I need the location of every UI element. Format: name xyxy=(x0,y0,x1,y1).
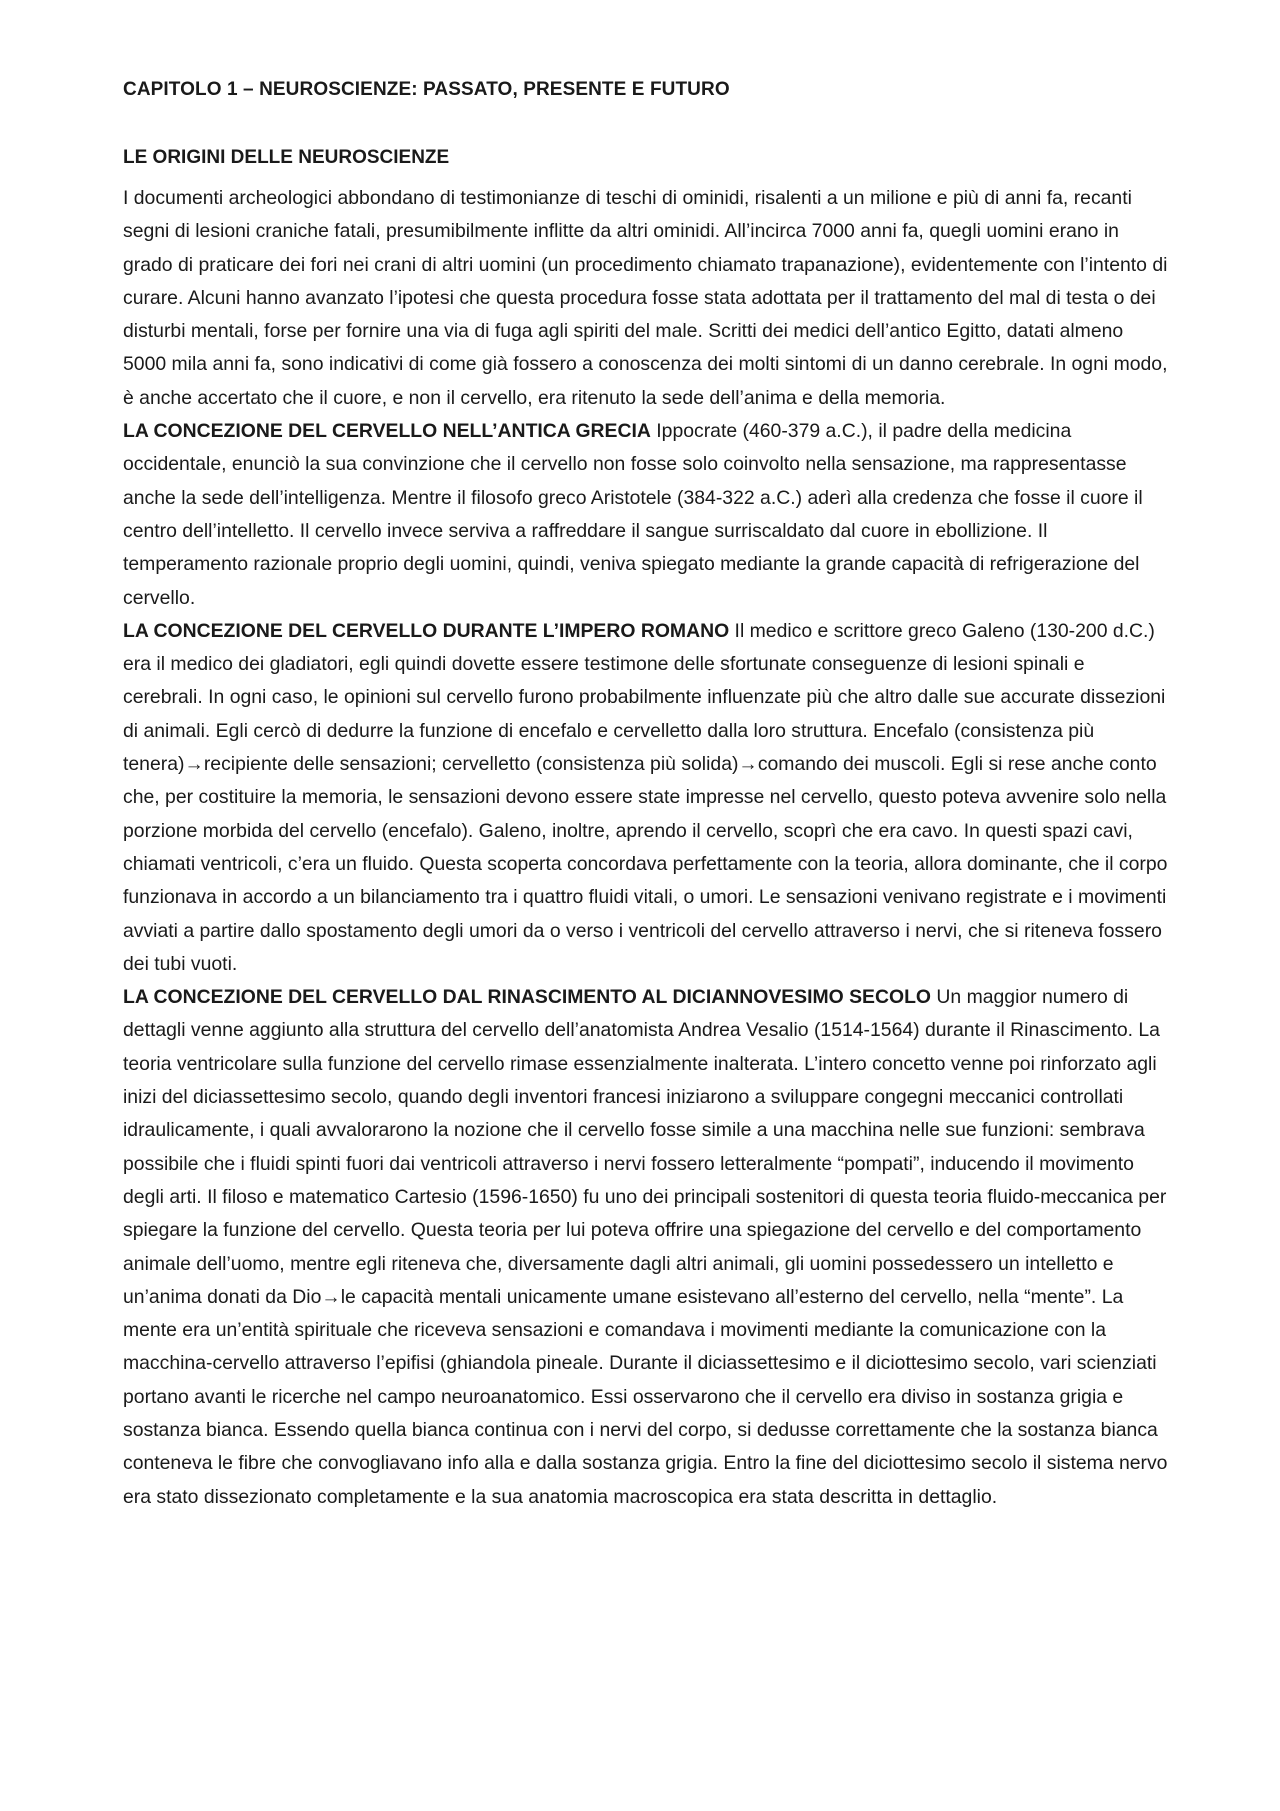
greece-heading: LA CONCEZIONE DEL CERVELLO NELL’ANTICA GRECIA xyxy=(123,420,651,443)
intro-paragraph: I documenti archeologici abbondano di testimonianze di teschi di ominidi, risalenti a un milione e più di anni fa, recanti segni di lesioni craniche fatali, presumibilmente inflitte da altri ominidi. All’incirca 7000 anni fa, quegli uomini erano in grado di praticare dei fori nei crani di altri uomini (un procedimento chiamato trapanazione), evidentemente con l’intento di curare. Alcuni hanno avanzato l’ipotesi che questa procedura fosse stata adottata per il trattamento del mal di testa o dei disturbi mentali, forse per fornire una via di fuga agli spiriti del male. Scritti dei medici dell’antico Egitto, datati almeno 5000 mila anni fa, sono indicativi di come già fossero a conoscenza dei molti sintomi di un danno cerebrale. In ogni modo, è anche accertato che il cuore, e non il cervello, era ritenuto la sede dell’anima e della memoria. xyxy=(123,187,1168,409)
section-title: LE ORIGINI DELLE NEUROSCIENZE xyxy=(123,147,450,168)
document-body xyxy=(123,76,1168,1514)
chapter-title: CAPITOLO 1 – NEUROSCIENZE: PASSATO, PRESENTE E FUTURO xyxy=(123,79,730,100)
renaissance-heading: LA CONCEZIONE DEL CERVELLO DAL RINASCIMENTO AL DICIANNOVESIMO SECOLO xyxy=(123,986,932,1009)
renaissance-text: Un maggior numero di dettagli venne aggiunto alla struttura del cervello dell’anatomista Andrea Vesalio (1514-1564) durante il Rinascimento. La teoria ventricolare sulla funzione del cervello rimase essenzialmente inalterata. L’intero concetto venne poi rinforzato agli inizi del diciassettesimo secolo, quando degli inventori francesi iniziarono a sviluppare congegni meccanici controllati idraulicamente, i quali avvalorarono la nozione che il cervello fosse simile a una macchina nelle sue funzioni: sembrava possibile che i fluidi spinti fuori dai ventricoli attraverso i nervi fossero letteralmente “pompati”, inducendo il movimento degli arti. Il filoso e matematico Cartesio (1596-1650) fu uno dei principali sostenitori di questa teoria fluido-meccanica per spiegare la funzione del cervello. Questa teoria per lui poteva offrire una spiegazione del cervello e del comportamento animale dell’uomo, mentre egli riteneva che, diversamente dagli altri animali, gli uomini possedessero un intelletto e un’anima donati da Dio→le capacità mentali unicamente umane esistevano all’esterno del cervello, nella “mente”. La mente era un’entità spirituale che riceveva sensazioni e comandava i movimenti mediante la comunicazione con la macchina-cervello attraverso l’epifisi (ghiandola pineale. Durante il diciassettesimo e il diciottesimo secolo, vari scienziati portano avanti le ricerche nel campo neuroanatomico. Essi osservarono che il cervello era diviso in sostanza grigia e sostanza bianca. Essendo quella bianca continua con i nervi del corpo, si dedusse correttamente che la sostanza bianca conteneva le fibre che convogliavano info alla e dalla sostanza grigia. Entro la fine del diciottesimo secolo il sistema nervo era stato dissezionato completamente e la sua anatomia macroscopica era stata descritta in dettaglio. xyxy=(123,986,1168,1508)
rome-text: Il medico e scrittore greco Galeno (130-200 d.C.) era il medico dei gladiatori, egli quindi dovette essere testimone delle sfortunate conseguenze di lesioni spinali e cerebrali. In ogni caso, le opinioni sul cervello furono probabilmente influenzate più che altro dalle sue accurate dissezioni di animali. Egli cercò di dedurre la funzione di encefalo e cervelletto dalla loro struttura. Encefalo (consistenza più tenera)→recipiente delle sensazioni; cervelletto (consistenza più solida)→comando dei muscoli. Egli si rese anche conto che, per costituire la memoria, le sensazioni devono essere state impresse nel cervello, questo poteva avvenire solo nella porzione morbida del cervello (encefalo). Galeno, inoltre, aprendo il cervello, scoprì che era cavo. In questi spazi cavi, chiamati ventricoli, c’era un fluido. Questa scoperta concordava perfettamente con la teoria, allora dominante, che il corpo funzionava in accordo a un bilanciamento tra i quattro fluidi vitali, o umori. Le sensazioni venivano registrate e i movimenti avviati a partire dallo spostamento degli umori da o verso i ventricoli del cervello attraverso i nervi, che si riteneva fossero dei tubi vuoti. xyxy=(123,619,1168,975)
body-text xyxy=(123,182,1168,1514)
rome-heading: LA CONCEZIONE DEL CERVELLO DURANTE L’IMPERO ROMANO xyxy=(123,619,730,642)
greece-text: Ippocrate (460-379 a.C.), il padre della medicina occidentale, enunciò la sua convinzione che il cervello non fosse solo coinvolto nella sensazione, ma rappresentasse anche la sede dell’intelligenza. Mentre il filosofo greco Aristotele (384-322 a.C.) aderì alla credenza che fosse il cuore il centro dell’intelletto. Il cervello invece serviva a raffreddare il sangue surriscaldato dal cuore in ebollizione. Il temperamento razionale proprio degli uomini, quindi, veniva spiegato mediante la grande capacità di refrigerazione del cervello. xyxy=(123,420,1143,609)
